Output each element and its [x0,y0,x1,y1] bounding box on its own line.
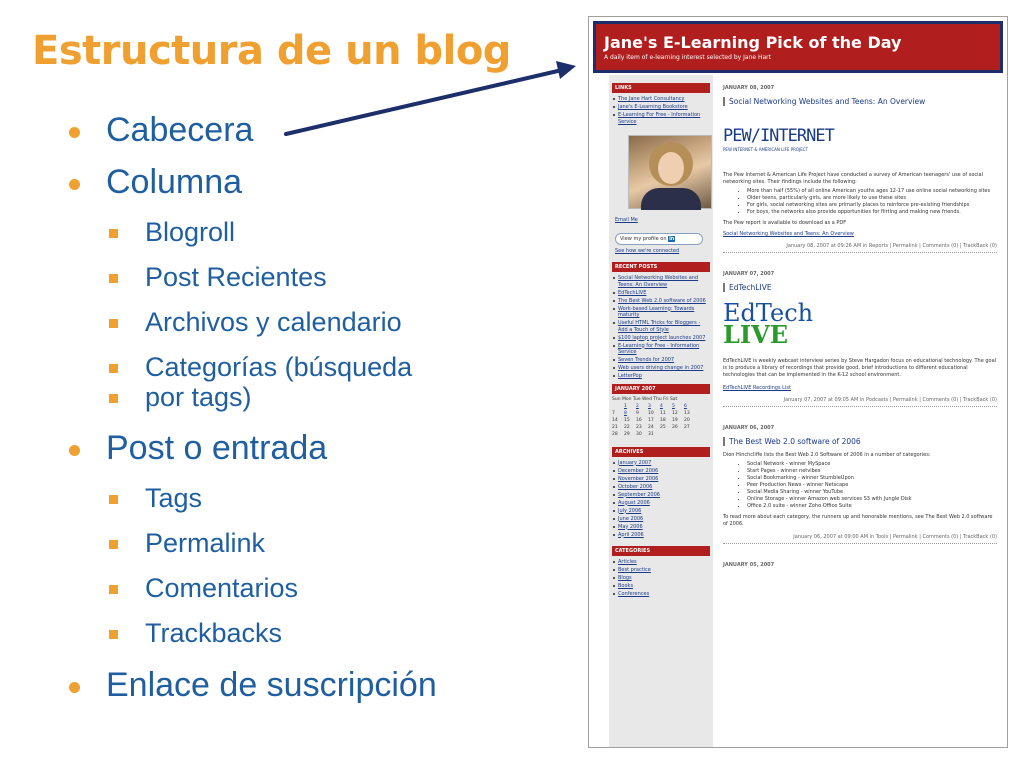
email-link[interactable]: Email Me [615,217,638,223]
connected-link[interactable]: See how we're connected [615,248,680,254]
outline-item-post: Post o entrada [66,428,586,468]
calendar-day: 16 [636,417,642,423]
calendar-day[interactable]: 4 [660,403,663,409]
blog-main-column [719,79,1001,748]
links-list [612,96,710,125]
calendar-heading: JANUARY 2007 [612,384,710,394]
calendar-weekdays: Sun Mon Tue Wed Thu Fri Sat [612,396,678,402]
categories-heading: CATEGORIES [612,546,710,556]
calendar-day: 17 [648,417,654,423]
post-link[interactable]: Social Networking Websites and Teens: An Overview [723,231,854,237]
category-link[interactable]: Best practice [618,567,710,574]
post-body: Dion Hinchcliffe lists the Best Web 2.0 Software of 2006 in a number of categories: [723,452,931,458]
post-date: JANUARY 07, 2007 [723,271,775,277]
post-bullet: • More than half (55%) of all online American youths ages 12-17 use online social networking sites [747,188,997,195]
pew-internet-logo: PEW/INTERNET [723,126,834,146]
linkedin-text: View my profile on [620,236,667,242]
sub-item-blogroll: Blogroll [66,217,586,247]
blog-title: Jane's E-Learning Pick of the Day [604,33,902,52]
recent-post-link[interactable]: Useful HTML Tricks for Bloggers - Add a Touch of Style [618,320,710,333]
post-bullet: • Social Bookmarking - winner StumbleUpon [747,475,997,482]
archive-link[interactable]: May 2006 [618,524,710,531]
post-date: JANUARY 05, 2007 [723,562,775,568]
calendar-day: 25 [660,424,666,430]
calendar-day: 19 [672,417,678,423]
calendar-day[interactable]: 8 [624,410,627,416]
calendar-day: 26 [672,424,678,430]
post-title[interactable]: The Best Web 2.0 software of 2006 [723,437,997,446]
archive-link[interactable]: August 2006 [618,500,710,507]
archive-link[interactable]: June 2006 [618,516,710,523]
post-bullet: • Office 2.0 suite - winner Zoho Office Suite [747,503,997,510]
calendar-day: 18 [660,417,666,423]
edtech-logo-bottom: LIVE [723,320,789,349]
category-link[interactable]: Blogs [618,575,710,582]
post-bullet-list [723,461,997,510]
recent-post-link[interactable]: Work-based Learning: Towards maturity [618,306,710,319]
calendar-day: 21 [612,424,618,430]
post-link[interactable]: EdTechLIVE Recordings List [723,385,791,391]
categories-list [612,559,710,598]
sub-item-tags: Tags [66,483,586,513]
photo-shirt [641,188,701,210]
post-body: The Pew Internet & American Life Project have conducted a survey of American teenagers' use of social networking sites. Their findings include the following: [723,172,983,185]
post-date: JANUARY 06, 2007 [723,425,775,431]
link-item[interactable]: The Jane Hart Consultancy [618,96,710,103]
calendar-day: 28 [612,431,618,437]
recent-post-link[interactable]: LetterPop [618,373,710,380]
calendar-day: 20 [684,417,690,423]
sub-item-categorias-cont [66,382,586,412]
calendar-day: 10 [648,410,654,416]
archive-link[interactable]: November 2006 [618,476,710,483]
calendar-day: 24 [648,424,654,430]
sub-item-post-recientes: Post Recientes [66,262,586,292]
calendar-day: 12 [672,410,678,416]
arrow-to-header [280,56,590,146]
sub-item-archivos: Archivos y calendario [66,307,586,337]
archive-link[interactable]: December 2006 [618,468,710,475]
link-item[interactable]: E-Learning For Free - Information Service [618,112,710,125]
post-bullet: • For boys, the networks also provide opportunities for flirting and making new friends. [747,209,997,216]
recent-post-link[interactable]: $100 laptop project launches 2007 [618,335,710,342]
calendar-day[interactable]: 2 [636,403,639,409]
category-link[interactable]: Articles [618,559,710,566]
linkedin-badge[interactable] [615,233,703,245]
post-bullet: • Older teens, particularly girls, are more likely to use these sites [747,195,997,202]
outline-item-cabecera: Cabecera [66,110,586,150]
post-body: EdTechLIVE is weekly webcast interview series by Steve Hargadon focus on educational technology. The goal is to produce a library of recordings that provide good, brief introductions to different educational technologies that can be implemented in the K-12 school environment. [723,358,997,378]
post-footer: January 07, 2007 at 09:05 AM in Podcasts | Permalink | Comments (0) | TrackBack (0) [723,397,997,407]
calendar-day[interactable]: 6 [684,403,687,409]
sub-item-comentarios: Comentarios [66,573,586,603]
post-bullet: • For girls, social networking sites are primarily places to reinforce pre-existing friendships [747,202,997,209]
arrow-head [556,61,576,79]
recent-post-link[interactable]: The Best Web 2.0 software of 2006 [618,298,710,305]
sub-item-categorias: Categorías (búsqueda [66,352,586,382]
blog-sidebar [609,75,713,748]
post-bullet: • Social Network - winner MySpace [747,461,997,468]
calendar-day[interactable]: 1 [624,403,627,409]
calendar-day: 11 [660,410,666,416]
edtech-live-logo [723,299,997,349]
archives-list [612,460,710,539]
post-bullet-list [723,188,997,216]
recent-post-link[interactable]: Web users driving change in 2007 [618,365,710,372]
post-bullet: • Social Media Sharing - winner YouTube [747,489,997,496]
calendar-day: 30 [636,431,642,437]
calendar-day: 9 [636,410,639,416]
links-heading: LINKS [612,83,710,93]
blog-header [593,21,1003,73]
category-link[interactable]: Conferences [618,591,710,598]
post-bullet: • Start Pages - winner netvibes [747,468,997,475]
post-footer: January 08, 2007 at 09:26 AM in Reports | Permalink | Comments (0) | TrackBack (0) [723,243,997,253]
calendar-day[interactable]: 5 [672,403,675,409]
calendar-day: 29 [624,431,630,437]
calendar-day: 14 [612,417,618,423]
sub-item-categorias-cont-text: por tags) [145,382,252,412]
archive-link[interactable]: April 2006 [618,532,710,539]
photo-face [658,152,684,184]
post-title[interactable]: EdTechLIVE [723,283,997,292]
post-title[interactable]: Social Networking Websites and Teens: An Overview [723,97,997,106]
arrow-line [286,70,562,134]
post-body: The Pew report is available to download as a PDF [723,220,847,226]
recent-posts-heading: RECENT POSTS [612,262,710,272]
recent-post-link[interactable]: Social Networking Websites and Teens: An Overview [618,275,710,288]
archive-link[interactable]: October 2006 [618,484,710,491]
outline-list [66,110,586,705]
calendar-grid [612,404,710,437]
calendar-day[interactable]: 3 [648,403,651,409]
post-date: JANUARY 08, 2007 [723,85,775,91]
link-item[interactable]: Jane's E-Learning Bookstore [618,104,710,111]
outline-item-columna: Columna [66,162,586,202]
calendar-day: 31 [648,431,654,437]
outline-item-suscripcion: Enlace de suscripción [66,665,586,705]
slide-title: Estructura de un blog [32,28,511,74]
post-bullet: • Peer Production News - winner Netscape [747,482,997,489]
calendar-day: 27 [684,424,690,430]
linkedin-icon: in [669,236,675,242]
archives-heading: ARCHIVES [612,447,710,457]
edtech-logo-top: EdTech [723,299,814,327]
post-footer: January 06, 2007 at 09:00 AM in Tools | Permalink | Comments (0) | TrackBack (0) [723,534,997,544]
recent-post-link[interactable]: E-Learning for Free - Information Service [618,343,710,356]
category-link[interactable]: Books [618,583,710,590]
calendar-day: 13 [684,410,690,416]
archive-link[interactable]: January 2007 [618,460,710,467]
calendar-day: 23 [636,424,642,430]
recent-post-link[interactable]: Seven Trends for 2007 [618,357,710,364]
blog-tagline: A daily item of e-learning interest selected by Jane Hart [604,54,771,61]
recent-posts-list [612,275,710,380]
post-body: To read more about each category, the runners up and honorable mentions, see The Best Web 2.0 software of 2006. [723,514,993,527]
archive-link[interactable]: July 2006 [618,508,710,515]
calendar-day: 22 [624,424,630,430]
pew-internet-logo-sub: PEW INTERNET & AMERICAN LIFE PROJECT [723,147,808,152]
post-bullet: • Online Storage - winner Amazon web services S3 with Jungle Disk [747,496,997,503]
calendar-day: 15 [624,417,630,423]
archive-link[interactable]: September 2006 [618,492,710,499]
calendar-day: 7 [612,410,615,416]
sub-item-trackbacks: Trackbacks [66,618,586,648]
author-photo [628,135,712,209]
recent-post-link[interactable]: EdTechLIVE [618,290,710,297]
sub-item-permalink: Permalink [66,528,586,558]
blog-screenshot [588,16,1008,748]
